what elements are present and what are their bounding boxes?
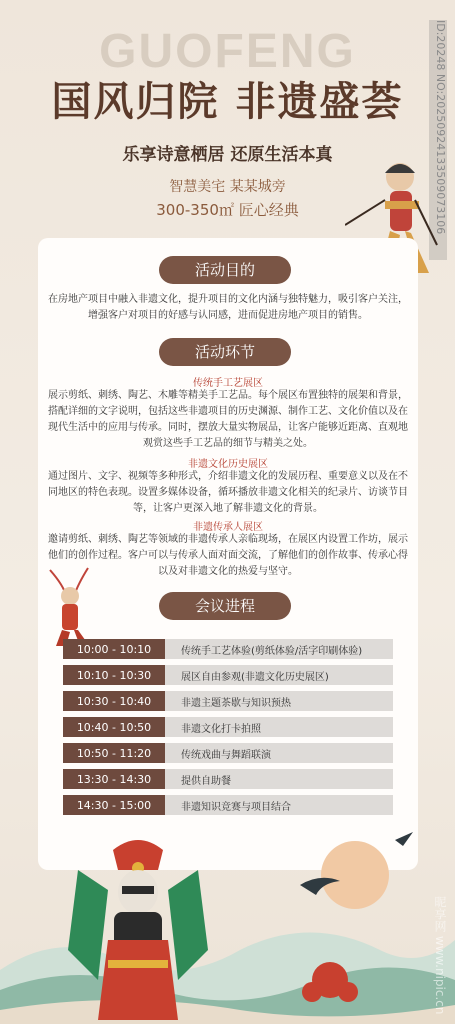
schedule-time: 10:10 - 10:30	[63, 665, 165, 685]
schedule-item: 传统戏曲与舞蹈联演	[165, 743, 393, 763]
image-id-strip: ID:20248 NO:20250924133509073106	[429, 20, 447, 260]
schedule-item: 非遗知识竞赛与项目结合	[165, 795, 393, 815]
activity-title-history: 非遗文化历史展区	[188, 459, 268, 470]
schedule-row	[63, 639, 393, 659]
schedule-time: 14:30 - 15:00	[63, 795, 165, 815]
schedule-row	[63, 743, 393, 763]
schedule-row	[63, 665, 393, 685]
tagline-location: 智慧美宅 某某城旁	[169, 179, 286, 195]
activity-title-crafts: 传统手工艺展区	[193, 378, 263, 389]
schedule-row	[63, 795, 393, 815]
opera-general-illustration	[58, 830, 218, 1020]
schedule-time: 10:40 - 10:50	[63, 717, 165, 737]
schedule-item: 非遗主题茶歇与知识预热	[165, 691, 393, 711]
schedule-item: 非遗文化打卡拍照	[165, 717, 393, 737]
activity-text-crafts: 展示剪纸、刺绣、陶艺、木雕等精美手工艺品。每个展区布置独特的展架和背景，搭配详细的文字说明，包括这些非遗项目的历史渊源、制作工艺、文化价值以及在现代生活中的应用与传承。同时，摆放大量实物展品，让客户能够近距离、直观地观赏这些手工艺品的细节与精美之处。	[48, 390, 408, 449]
schedule-item: 展区自由参观(非遗文化历史展区)	[165, 665, 393, 685]
activity-title-inheritors: 非遗传承人展区	[193, 522, 263, 533]
page-subtitle: 乐享诗意栖居 还原生活本真	[122, 145, 333, 165]
schedule-item: 提供自助餐	[165, 769, 393, 789]
opera-warrior-illustration	[44, 566, 96, 648]
schedule-time: 10:30 - 10:40	[63, 691, 165, 711]
activity-text-inheritors: 邀请剪纸、刺绣、陶艺等领域的非遗传承人亲临现场，在展区内设置工作坊，展示他们的创作过程。客户可以与传承人面对面交流，了解他们的创作故事、传承心得以及对非遗文化的热爱与坚守。	[48, 534, 408, 577]
tagline-size: 300-350㎡ 匠心经典	[156, 201, 299, 219]
section-heading-schedule: 会议进程	[159, 592, 291, 620]
schedule-item: 传统手工艺体验(剪纸体验/活字印刷体验)	[165, 639, 393, 659]
section-heading-activities: 活动环节	[159, 338, 291, 366]
section-heading-purpose: 活动目的	[159, 256, 291, 284]
page-title: 国风归院 非遗盛荟	[51, 78, 404, 125]
schedule-row	[63, 769, 393, 789]
schedule-row	[63, 717, 393, 737]
purpose-text: 在房地产项目中融入非遗文化，提升项目的文化内涵与独特魅力，吸引客户关注，增强客户对项目的好感与认同感，进而促进房地产项目的销售。	[48, 294, 408, 321]
schedule-time: 10:50 - 11:20	[63, 743, 165, 763]
schedule-row	[63, 691, 393, 711]
schedule-time: 13:30 - 14:30	[63, 769, 165, 789]
header-watermark-text: GUOFENG	[99, 25, 356, 78]
activity-text-history: 通过图片、文字、视频等多种形式，介绍非遗文化的发展历程、重要意义以及在不同地区的特色表现。设置多媒体设备，循环播放非遗文化相关的纪录片、访谈节目等，让客户更深入地了解非遗文化的背景。	[48, 471, 408, 514]
schedule-time: 10:00 - 10:10	[63, 639, 165, 659]
footer-watermark: 昵享网 www.nipic.cn	[433, 895, 447, 1014]
